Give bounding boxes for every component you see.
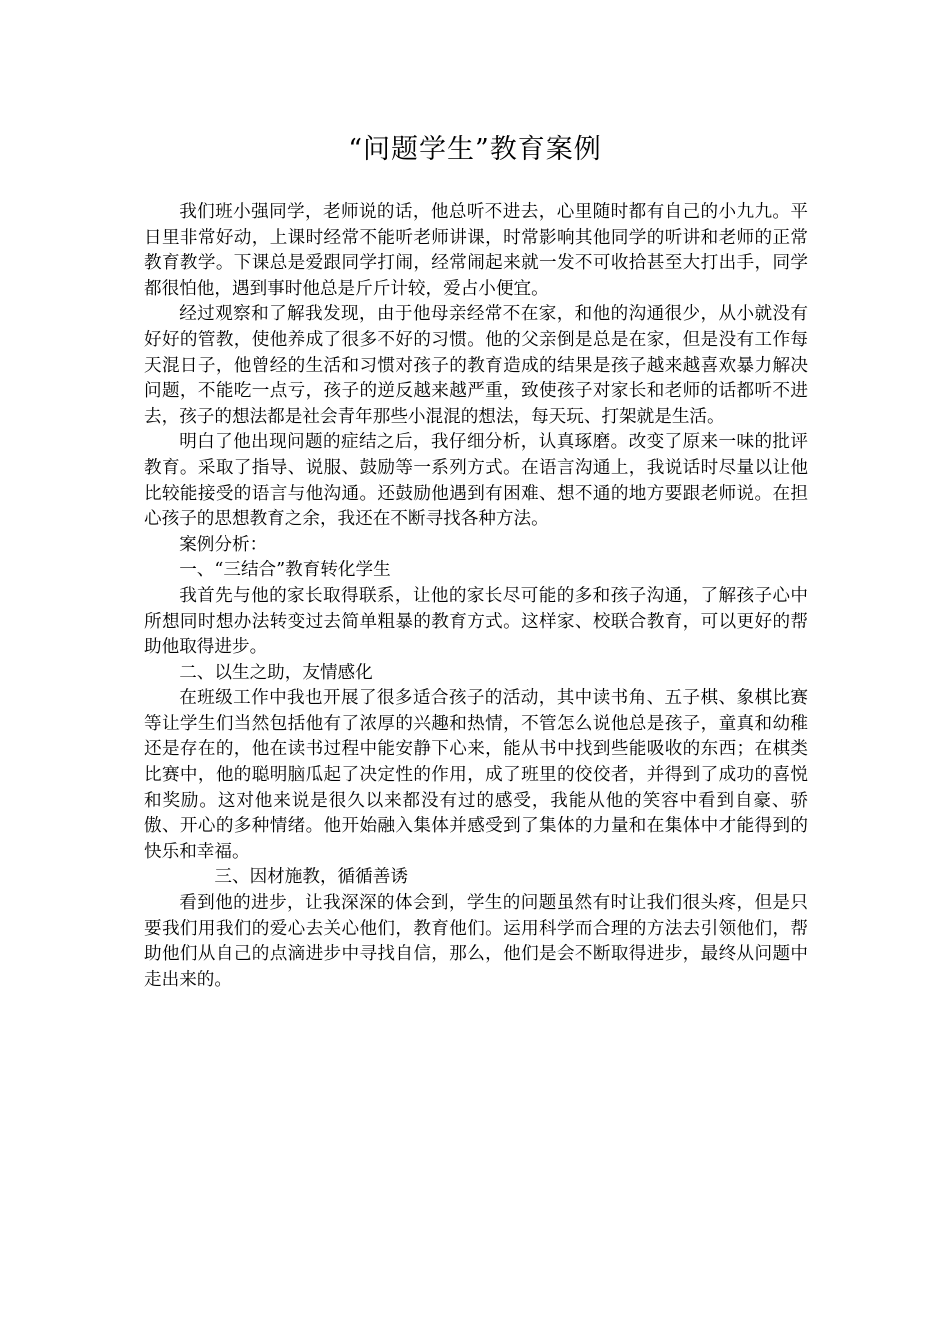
section-heading-case-analysis: 案例分析： [179, 534, 268, 555]
document-body [144, 200, 808, 993]
paragraph-approach: 明白了他出现问题的症结之后，我仔细分析，认真琢磨。改变了原来一味的批评教育。采取了指导、说服、鼓励等一系列方式。在语言沟通上，我说话时尽量以让他比较能接受的语言与他沟通。还鼓励他遇到有困难、想不通的地方要跟老师说。在担心孩子的思想教育之余，我还在不断寻找各种方法。 [144, 432, 808, 530]
section-heading-three: 三、因材施教，循循善诱 [214, 867, 408, 888]
section-heading-two: 二、以生之助，友情感化 [179, 662, 373, 683]
section-heading-one: 一、“三结合”教育转化学生 [179, 560, 391, 581]
paragraph-observation: 经过观察和了解我发现，由于他母亲经常不在家，和他的沟通很少，从小就没有好好的管教，使他养成了很多不好的习惯。他的父亲倒是总是在家，但是没有工作每天混日子，他曾经的生活和习惯对孩子的教育造成的结果是孩子越来越喜欢暴力解决问题，不能吃一点亏，孩子的逆反越来越严重，致使孩子对家长和老师的话都听不进去，孩子的想法都是社会青年那些小混混的想法，每天玩、打架就是生活。 [144, 304, 808, 427]
paragraph-background: 我们班小强同学，老师说的话，他总听不进去，心里随时都有自己的小九九。平日里非常好动，上课时经常不能听老师讲课，时常影响其他同学的听讲和老师的正常教育教学。下课总是爱跟同学打闹，经常闹起来就一发不可收拾甚至大打出手，同学都很怕他，遇到事时他总是斤斤计较，爱占小便宜。 [144, 202, 808, 299]
paragraph-section-three: 看到他的进步，让我深深的体会到，学生的问题虽然有时让我们很头疼，但是只要我们用我们的爱心去关心他们，教育他们。运用科学而合理的方法去引领他们，帮助他们从自己的点滴进步中寻找自信，那么，他们是会不断取得进步，最终从问题中走出来的。 [144, 893, 808, 990]
document-title: “问题学生”教育案例 [348, 134, 602, 165]
paragraph-section-two: 在班级工作中我也开展了很多适合孩子的活动，其中读书角、五子棋、象棋比赛等让学生们当然包括他有了浓厚的兴趣和热情，不管怎么说他总是孩子，童真和幼稚还是存在的，他在读书过程中能安静下心来，能从书中找到些能吸收的东西；在棋类比赛中，他的聪明脑瓜起了决定性的作用，成了班里的佼佼者，并得到了成功的喜悦和奖励。这对他来说是很久以来都没有过的感受，我能从他的笑容中看到自豪、骄傲、开心的多种情绪。他开始融入集体并感受到了集体的力量和在集体中才能得到的快乐和幸福。 [144, 688, 808, 862]
paragraph-section-one: 我首先与他的家长取得联系，让他的家长尽可能的多和孩子沟通，了解孩子心中所想同时想办法转变过去简单粗暴的教育方式。这样家、校联合教育，可以更好的帮助他取得进步。 [144, 585, 808, 658]
